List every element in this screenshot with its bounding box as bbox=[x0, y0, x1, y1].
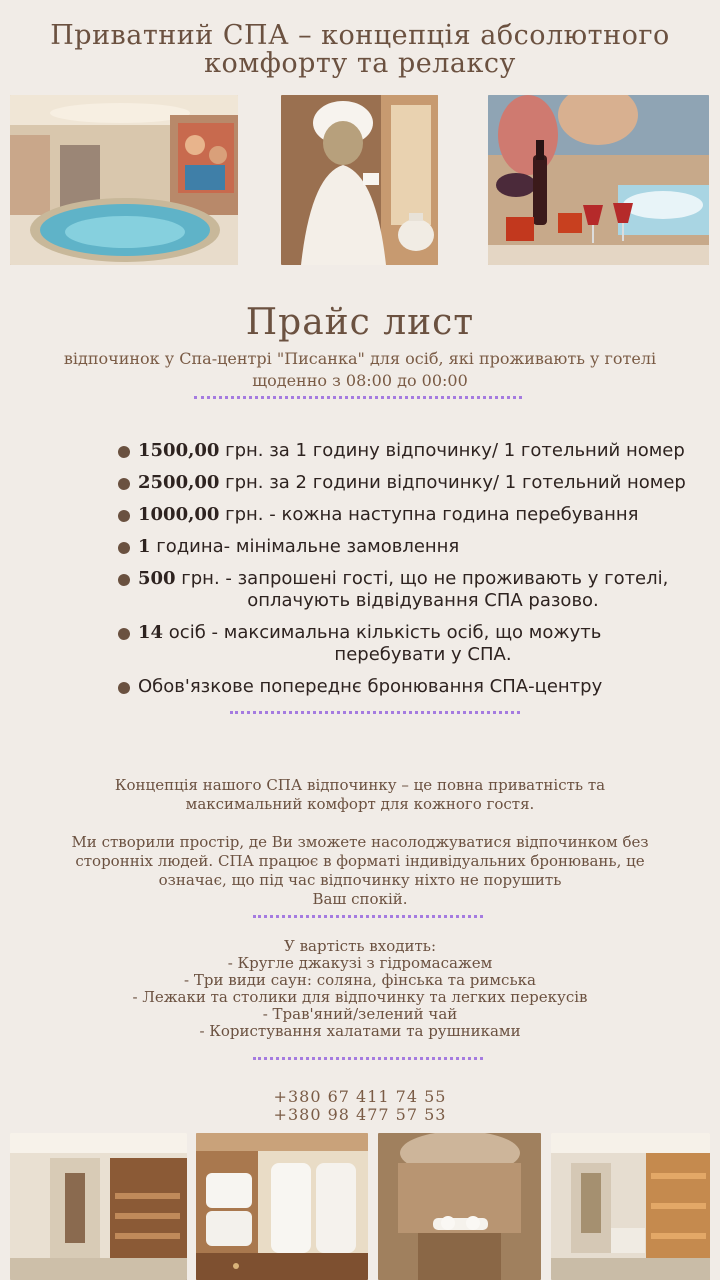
bullet-dot-icon bbox=[118, 510, 130, 522]
includes-item: - Лежаки та столики для відпочинку та легких перекусів bbox=[132, 988, 588, 1006]
bullet-continuation: оплачують відвідування СПА разово. bbox=[247, 590, 599, 611]
bullet-dot-icon bbox=[118, 682, 130, 694]
concept-text bbox=[0, 776, 720, 909]
bullet-item bbox=[118, 472, 708, 494]
bullet-text: осіб - максимальна кількість осіб, що можуть bbox=[163, 622, 602, 643]
includes-heading: У вартість входить: bbox=[283, 937, 436, 955]
bullet-item bbox=[118, 622, 708, 666]
bullet-text: грн. за 1 годину відпочинку/ 1 готельний номер bbox=[219, 440, 685, 461]
photo-robes bbox=[196, 1133, 368, 1280]
includes-list bbox=[0, 938, 720, 1040]
includes-item: - Круглe джакузі з гідромасажем bbox=[227, 954, 493, 972]
includes-item: - Три види саун: соляна, фінська та римська bbox=[184, 971, 536, 989]
bullet-text: грн. - запрошені гості, що не проживають у готелі, bbox=[175, 568, 669, 589]
bullet-number: 1500,00 bbox=[138, 440, 220, 461]
phone-number[interactable]: +380 98 477 57 53 bbox=[273, 1105, 447, 1124]
bullet-item bbox=[118, 536, 708, 558]
bullet-text: грн. за 2 години відпочинку/ 1 готельний номер bbox=[219, 472, 686, 493]
price-subtitle-line1: відпочинок у Спа-центрі "Писанка" для осіб, які проживають у готелі bbox=[63, 349, 657, 368]
phone-number[interactable]: +380 67 411 74 55 bbox=[273, 1087, 447, 1106]
bullet-dot-icon bbox=[118, 574, 130, 586]
divider bbox=[230, 711, 520, 714]
bullet-dot-icon bbox=[118, 446, 130, 458]
price-subtitle-line2: щоденно з 08:00 до 00:00 bbox=[252, 371, 468, 390]
concept-line: сторонніх людей. СПА працює в форматі індивідуальних бронювань, це bbox=[75, 852, 645, 870]
bullet-number: 14 bbox=[138, 622, 164, 643]
bullet-dot-icon bbox=[118, 542, 130, 554]
bullet-dot-icon bbox=[118, 478, 130, 490]
bullet-number: 500 bbox=[138, 568, 176, 589]
bullet-text: грн. - кожна наступна година перебування bbox=[219, 504, 639, 525]
photo-jacuzzi bbox=[10, 95, 238, 265]
price-bullets bbox=[118, 440, 708, 698]
photo-corridor bbox=[10, 1133, 187, 1280]
bullet-number: 1 bbox=[138, 536, 151, 557]
price-list-title: Прайс лист bbox=[245, 302, 475, 343]
bullet-item bbox=[118, 676, 708, 698]
price-list-subtitle bbox=[0, 348, 720, 392]
bullet-dot-icon bbox=[118, 628, 130, 640]
concept-line: означає, що під час відпочинку ніхто не порушить bbox=[158, 871, 562, 889]
bullet-item bbox=[118, 504, 708, 526]
divider bbox=[253, 915, 483, 918]
contacts bbox=[0, 1088, 720, 1124]
page-title bbox=[0, 22, 720, 78]
page-title-line2: комфорту та релаксу bbox=[204, 48, 516, 79]
bullet-number: 1000,00 bbox=[138, 504, 220, 525]
concept-line: Ми створили простір, де Ви зможете насолоджуватися відпочинком без bbox=[71, 833, 649, 851]
concept-line: Ваш спокій. bbox=[312, 890, 408, 908]
bullet-item bbox=[118, 440, 708, 462]
photo-wine-jacuzzi bbox=[488, 95, 709, 265]
photo-sauna bbox=[551, 1133, 710, 1280]
photo-woman-tea bbox=[281, 95, 438, 265]
photo-steam-room bbox=[378, 1133, 541, 1280]
includes-item: - Трав'яний/зелений чай bbox=[262, 1005, 458, 1023]
divider bbox=[194, 396, 522, 399]
bullet-number: 2500,00 bbox=[138, 472, 220, 493]
page-title-line1: Приватний СПА – концепція абсолютного bbox=[50, 20, 670, 51]
includes-item: - Користування халатами та рушниками bbox=[199, 1022, 521, 1040]
bullet-text: година- мінімальне замовлення bbox=[150, 536, 460, 557]
bullet-item bbox=[118, 568, 708, 612]
divider bbox=[253, 1057, 483, 1060]
bullet-text: Обов'язкове попереднє бронювання СПА-центру bbox=[138, 676, 603, 697]
bullet-continuation: перебувати у СПА. bbox=[334, 644, 512, 665]
concept-line: максимальний комфорт для кожного гостя. bbox=[185, 795, 535, 813]
concept-line: Концепція нашого СПА відпочинку – це повна приватність та bbox=[114, 776, 606, 794]
